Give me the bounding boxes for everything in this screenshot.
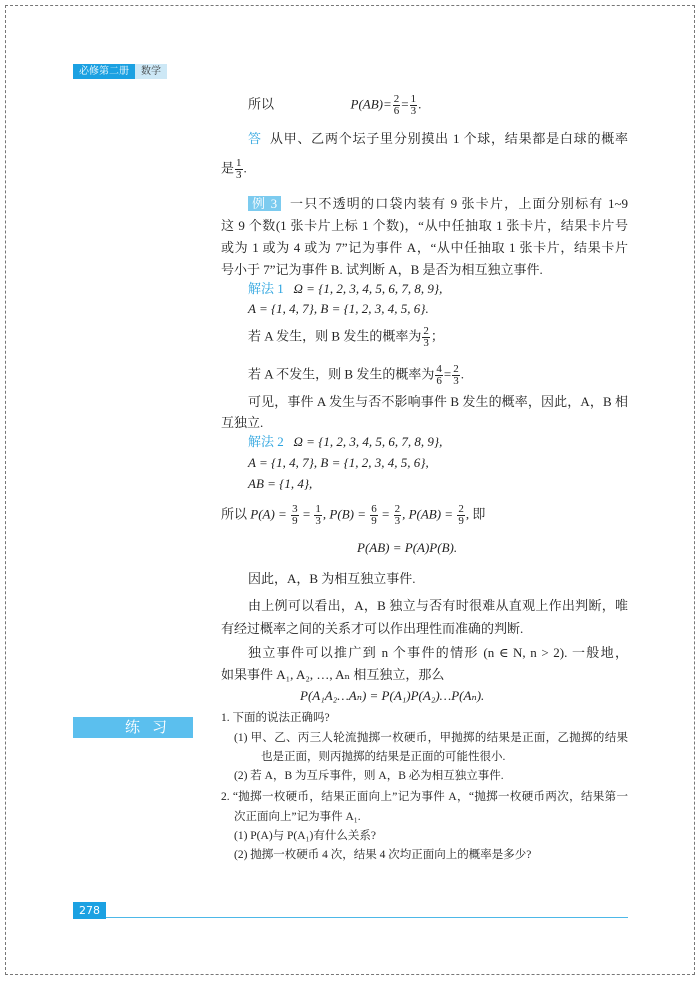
text-line: 有经过概率之间的关系才可以作出理性而准确的判断. xyxy=(221,621,524,636)
math-line: 所以 P(A) = $\frac{3}{9}$ = $\frac{1}{3}$ , P(B) = $\frac{6}{9}$ = $\frac{2}{3}$ , P(AB) = $\frac{2}{9}$ , 即 xyxy=(221,503,486,527)
numerator: 2 xyxy=(393,93,400,105)
numerator: 2 xyxy=(458,503,464,515)
math-line xyxy=(357,540,457,556)
example-tag: 例 3 xyxy=(248,196,281,211)
math: = xyxy=(401,96,409,112)
numerator: 6 xyxy=(371,503,377,515)
fraction xyxy=(235,158,243,181)
fraction xyxy=(452,364,460,387)
footer-rule xyxy=(106,917,628,918)
math: Ω = {1, 2, 3, 4, 5, 6, 7, 8, 9}, xyxy=(293,434,443,449)
denominator: 9 xyxy=(458,515,464,527)
practice-item: (2) 抛掷一枚硬币 4 次，结果 4 次均正面向上的概率是多少? xyxy=(234,849,532,861)
practice-item: 2. “抛掷一枚硬币，结果正面向上”记为事件 A，“抛掷一枚硬币两次，结果第一 xyxy=(221,791,628,803)
text-line xyxy=(248,364,464,387)
math: P(AB) = P(A)P(B). xyxy=(357,540,458,555)
formula xyxy=(300,688,484,704)
numerator: 1 xyxy=(315,503,321,515)
book-title: 必修第二册 xyxy=(73,64,135,79)
text: . xyxy=(460,366,464,382)
practice-item: 也是正面，则丙抛掷的结果是正面的可能性很小. xyxy=(261,751,506,763)
denominator: 3 xyxy=(236,169,242,181)
denominator: 6 xyxy=(436,375,442,387)
math: Ω = {1, 2, 3, 4, 5, 6, 7, 8, 9}, xyxy=(293,281,443,296)
formula-line xyxy=(248,94,421,117)
example-line: 或为 1 或为 4 或为 7”记为事件 A，“从中任抽取 1 张卡片，结果卡片 xyxy=(221,240,628,255)
denominator: 9 xyxy=(371,515,377,527)
text-line xyxy=(248,326,444,349)
answer-tag: 答 xyxy=(248,131,262,146)
numerator: 2 xyxy=(394,503,401,515)
denominator: 3 xyxy=(315,515,321,527)
practice-heading: 练习 xyxy=(73,717,193,738)
denominator: 3 xyxy=(410,105,417,117)
example-line xyxy=(248,196,628,212)
denominator: 9 xyxy=(292,515,298,527)
text: , 即 xyxy=(465,506,486,522)
numerator: 3 xyxy=(292,503,298,515)
solution2-tag: 解法 2 xyxy=(248,434,284,449)
fraction xyxy=(393,94,401,117)
fraction xyxy=(422,326,430,349)
numerator: 2 xyxy=(423,325,429,337)
text-line: 互独立. xyxy=(221,415,264,430)
solution1-line xyxy=(248,281,442,297)
text: . xyxy=(243,160,247,176)
practice-item: (1) 甲、乙、丙三人轮流抛掷一枚硬币，甲抛掷的结果是正面，乙抛掷的结果 xyxy=(234,732,628,744)
practice-item: (1) P(A)与 P(A₁)有什么关系? xyxy=(234,830,376,842)
book-header xyxy=(73,64,167,79)
subject-label: 数学 xyxy=(135,64,167,79)
math: P(AB)= xyxy=(350,96,392,112)
text: 从甲、乙两个坛子里分别摸出 1 个球，结果都是白球的概率 xyxy=(269,131,628,146)
math: , P(AB) = xyxy=(402,506,454,522)
math-line xyxy=(248,455,429,471)
denominator: 6 xyxy=(393,105,400,117)
denominator: 3 xyxy=(423,337,429,349)
answer-cont xyxy=(221,158,247,181)
solution1-tag: 解法 1 xyxy=(248,281,284,296)
text: ； xyxy=(430,328,444,344)
numerator: 1 xyxy=(236,157,242,169)
text: 所以 xyxy=(221,506,248,522)
example-line: 号小于 7”记为事件 B. 试判断 A，B 是否为相互独立事件. xyxy=(221,262,543,277)
numerator: 2 xyxy=(453,363,459,375)
text: 若 A 发生，则 B 发生的概率为 xyxy=(248,328,422,344)
text-line: 独立事件可以推广到 n 个事件的情形 (n ∈ N, n > 2). 一般地， xyxy=(248,645,628,660)
text: 所以 xyxy=(248,96,275,112)
math: P(A) = xyxy=(250,506,287,522)
fraction xyxy=(457,504,465,527)
practice-item: (2) 若 A，B 为互斥事件，则 A，B 必为相互独立事件. xyxy=(234,770,504,782)
text-line: 由上例可以看出，A，B 独立与否有时很难从直观上作出判断，唯 xyxy=(248,598,628,613)
numerator: 4 xyxy=(436,363,442,375)
solution2-line xyxy=(248,434,442,450)
math: . xyxy=(418,96,422,112)
text: 一只不透明的口袋内装有 9 张卡片，上面分别标有 1~9 xyxy=(290,196,628,211)
math: AB = {1, 4}, xyxy=(248,476,313,491)
answer-line xyxy=(248,131,628,147)
fraction xyxy=(435,364,443,387)
text: 若 A 不发生，则 B 发生的概率为 xyxy=(248,366,435,382)
math: A = {1, 4, 7}, B = {1, 2, 3, 4, 5, 6}, xyxy=(248,455,429,470)
page-number: 278 xyxy=(73,902,106,919)
text-line: 可见，事件 A 发生与否不影响事件 B 发生的概率，因此，A，B 相 xyxy=(248,394,628,409)
math: A = {1, 4, 7}, B = {1, 2, 3, 4, 5, 6}. xyxy=(248,301,429,316)
example-line: 这 9 个数(1 张卡片上标 1 个数)，“从中任抽取 1 张卡片，结果卡片号 xyxy=(221,218,628,233)
denominator: 3 xyxy=(394,515,401,527)
fraction xyxy=(291,504,299,527)
math: , P(B) = xyxy=(322,506,366,522)
math-line xyxy=(248,476,312,492)
fraction xyxy=(394,504,402,527)
text-line: 因此，A，B 为相互独立事件. xyxy=(248,571,416,586)
fraction xyxy=(370,504,378,527)
text: = xyxy=(443,366,452,382)
text: 是 xyxy=(221,160,235,176)
math-line xyxy=(248,301,429,317)
math: P(A₁A₂…Aₙ) = P(A₁)P(A₂)…P(Aₙ). xyxy=(300,688,485,703)
text-line: 如果事件 A₁, A₂, …, Aₙ 相互独立，那么 xyxy=(221,667,445,682)
fraction xyxy=(410,94,418,117)
practice-item: 次正面向上”记为事件 A₁. xyxy=(234,811,361,823)
denominator: 3 xyxy=(453,375,459,387)
practice-item: 1. 下面的说法正确吗? xyxy=(221,712,330,724)
fraction xyxy=(314,504,322,527)
numerator: 1 xyxy=(410,93,417,105)
